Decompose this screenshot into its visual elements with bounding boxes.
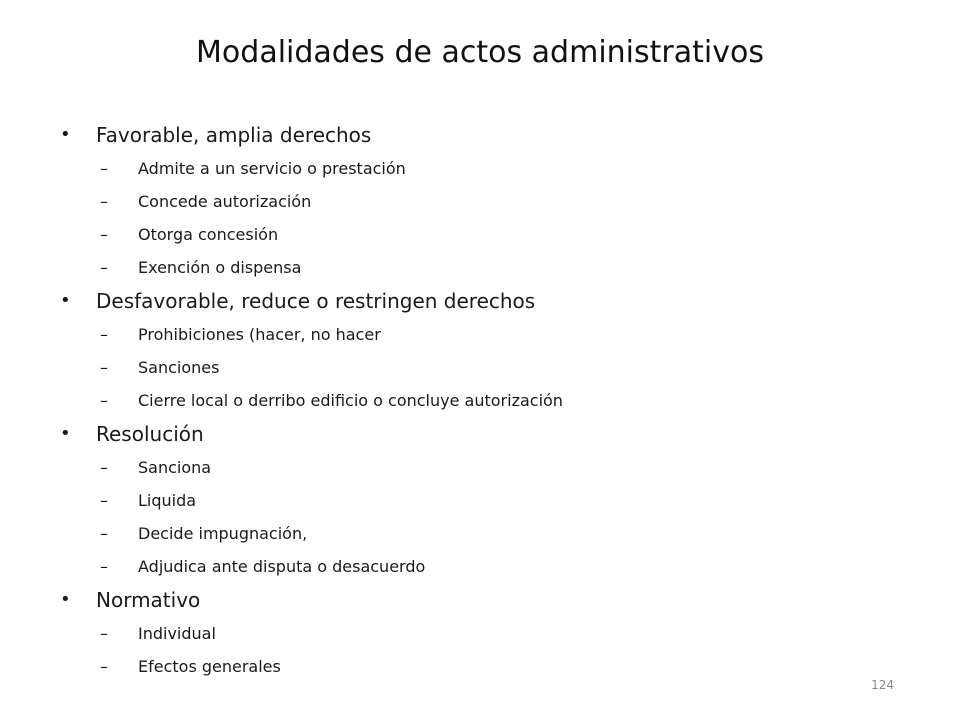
dash-icon: – — [100, 458, 108, 477]
dash-icon: – — [100, 159, 108, 178]
slide-title: Modalidades de actos administrativos — [196, 35, 764, 70]
dash-icon: – — [100, 225, 108, 244]
list-item — [60, 617, 900, 650]
section-heading-text: Desfavorable, reduce o restringen derechos — [96, 289, 536, 313]
list-item — [60, 384, 900, 417]
list-item-text: Prohibiciones (hacer, no hacer — [138, 325, 381, 344]
list-item-text: Sanciona — [138, 458, 212, 477]
list-item — [60, 650, 900, 683]
bullet-icon: • — [60, 589, 71, 610]
bullet-outline — [60, 118, 900, 683]
dash-icon: – — [100, 491, 108, 510]
list-item — [60, 484, 900, 517]
list-item-text: Decide impugnación, — [138, 524, 308, 543]
dash-icon: – — [100, 624, 108, 643]
list-item-text: Cierre local o derribo edificio o concluye autorización — [138, 391, 563, 410]
list-item-text: Efectos generales — [138, 657, 281, 676]
list-item-text: Individual — [138, 624, 216, 643]
bullet-icon: • — [60, 290, 71, 311]
dash-icon: – — [100, 657, 108, 676]
dash-icon: – — [100, 524, 108, 543]
list-item-text: Sanciones — [138, 358, 220, 377]
dash-icon: – — [100, 557, 108, 576]
section-heading-text: Favorable, amplia derechos — [96, 123, 372, 147]
list-item-text: Exención o dispensa — [138, 258, 302, 277]
list-item-text: Concede autorización — [138, 192, 312, 211]
section-heading — [60, 583, 900, 617]
list-item-text: Adjudica ante disputa o desacuerdo — [138, 557, 426, 576]
bullet-icon: • — [60, 423, 71, 444]
list-item — [60, 550, 900, 583]
section-heading — [60, 284, 900, 318]
section-heading — [60, 417, 900, 451]
list-item — [60, 517, 900, 550]
list-item — [60, 218, 900, 251]
dash-icon: – — [100, 258, 108, 277]
page-number: 124 — [871, 678, 894, 692]
list-item — [60, 251, 900, 284]
section-heading-text: Normativo — [96, 588, 201, 612]
section-heading — [60, 118, 900, 152]
dash-icon: – — [100, 358, 108, 377]
section-heading-text: Resolución — [96, 422, 204, 446]
list-item-text: Otorga concesión — [138, 225, 279, 244]
list-item — [60, 152, 900, 185]
dash-icon: – — [100, 325, 108, 344]
dash-icon: – — [100, 192, 108, 211]
list-item-text: Liquida — [138, 491, 197, 510]
list-item — [60, 451, 900, 484]
bullet-icon: • — [60, 124, 71, 145]
list-item — [60, 351, 900, 384]
dash-icon: – — [100, 391, 108, 410]
list-item — [60, 185, 900, 218]
list-item — [60, 318, 900, 351]
list-item-text: Admite a un servicio o prestación — [138, 159, 406, 178]
